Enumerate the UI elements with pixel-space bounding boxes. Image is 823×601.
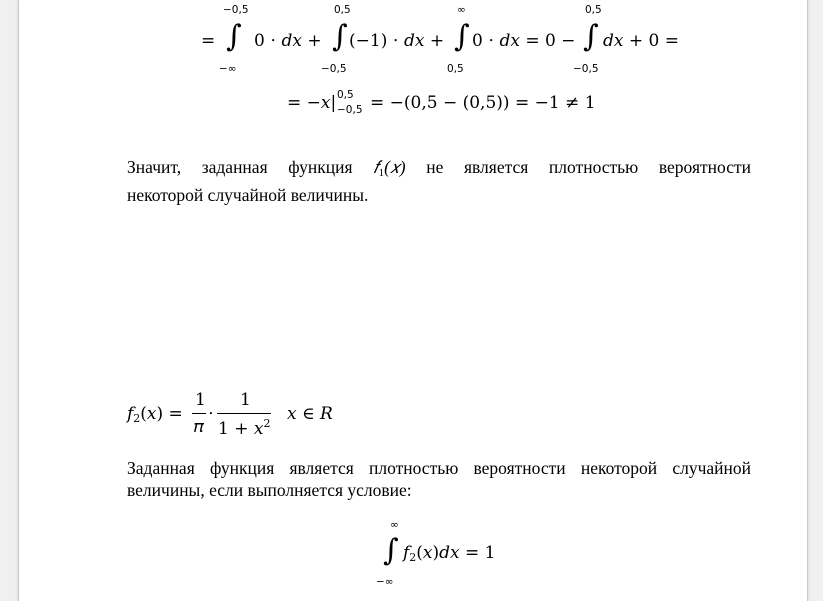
- f2-lhs: 𝑓$_2$(𝑥) =: [127, 404, 183, 425]
- evaluation-upper-limit: 0,5: [337, 89, 354, 101]
- condition-line-2: величины, если выполняется условие:: [127, 480, 412, 500]
- fraction-1-bar: [192, 413, 206, 414]
- integral-2-upper-limit: 0,5: [334, 4, 351, 16]
- fraction-1-denominator: 𝜋: [194, 417, 205, 437]
- conclusion-paragraph: [127, 156, 751, 206]
- integral-3-lower-limit: 0,5: [447, 63, 464, 75]
- integral-4-body: 𝑑𝑥 + 0 =: [603, 31, 679, 51]
- integral-sign: ∫: [454, 19, 470, 54]
- f2-domain: 𝑥 ∈ 𝑅: [287, 404, 333, 424]
- equals-sign: =: [201, 31, 216, 51]
- fraction-1-numerator: 1: [195, 390, 206, 410]
- condition-paragraph: [127, 457, 751, 501]
- normalization-body: 𝑓$_2$(𝑥)𝑑𝑥 = 1: [403, 543, 496, 564]
- document-page: [18, 0, 808, 601]
- integral-1-body: 0 ⋅ 𝑑𝑥 +: [254, 31, 322, 51]
- condition-line-1: Заданная функция является плотностью вероятности некоторой случайной: [127, 458, 751, 478]
- integral-sign: ∫: [583, 19, 599, 54]
- integral-2-body: (−1) ⋅ 𝑑𝑥 +: [349, 31, 445, 51]
- integral-1-upper-limit: −0,5: [223, 4, 249, 16]
- function-f1: 𝑓$_1$(𝑥): [373, 157, 406, 179]
- fraction-2-denominator: 1 + 𝑥$^2$: [218, 417, 271, 439]
- normalization-upper-limit: ∞: [390, 519, 399, 531]
- fraction-2-bar: [217, 413, 271, 414]
- multiplication-dot: ⋅: [208, 404, 214, 424]
- evaluation-lower-limit: −0,5: [337, 104, 363, 116]
- fraction-2-numerator: 1: [240, 390, 251, 410]
- integral-2-lower-limit: −0,5: [321, 63, 347, 75]
- integral-sign: ∫: [332, 19, 348, 54]
- integral-3-upper-limit: ∞: [457, 4, 466, 16]
- evaluation-left: = −𝑥|: [287, 93, 337, 113]
- conclusion-line-1: Значит, заданная функция 𝑓$_1$(𝑥) не является плотностью вероятности: [127, 157, 751, 179]
- normalization-lower-limit: −∞: [376, 576, 394, 588]
- integral-3-body: 0 ⋅ 𝑑𝑥 = 0 −: [472, 31, 576, 51]
- integral-1-lower-limit: −∞: [219, 63, 237, 75]
- integral-sign: ∫: [383, 533, 399, 568]
- evaluation-right: = −(0,5 − (0,5)) = −1 ≠ 1: [370, 93, 596, 113]
- integral-4-lower-limit: −0,5: [573, 63, 599, 75]
- conclusion-line-2: некоторой случайной величины.: [127, 185, 369, 205]
- integral-sign: ∫: [226, 19, 242, 54]
- integral-4-upper-limit: 0,5: [585, 4, 602, 16]
